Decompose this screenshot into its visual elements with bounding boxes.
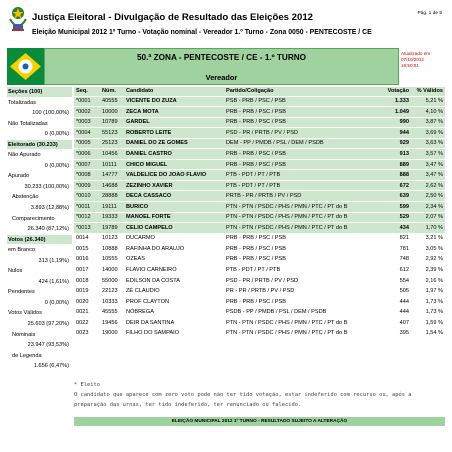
cell-seq: *0009 (74, 180, 100, 191)
cell-num: 14688 (100, 180, 124, 191)
cell-name: GARDEL (124, 117, 224, 128)
cell-pct: 2,34 % (411, 201, 445, 212)
note-line-1: O candidato que aparece com zero voto pode não ter tido votação, estar indeferido com recurso ou, após a (74, 392, 412, 398)
cell-votes: 529 (369, 212, 411, 223)
table-row (74, 107, 445, 118)
cell-pct: 3,57 % (411, 149, 445, 160)
cell-num: 19111 (100, 201, 124, 212)
cell-pct: 1,97 % (411, 286, 445, 297)
cell-pct: 5,21 % (411, 96, 445, 107)
cell-num: 14000 (100, 265, 124, 276)
cell-seq: *0011 (74, 201, 100, 212)
cell-pct: 1,73 % (411, 296, 445, 307)
table-row (74, 296, 445, 307)
zone-title: 50.ª ZONA - PENTECOSTE / CE - 1.º TURNO (136, 53, 307, 62)
cell-num: 10333 (100, 296, 124, 307)
cell-votes: 599 (369, 201, 411, 212)
cell-party: PRB - PRB / PSC / PSB (224, 149, 369, 160)
totalizadas-value: 100 (100,00%) (7, 108, 72, 119)
cell-seq: *0012 (74, 212, 100, 223)
cell-name: ZECA MOTA (124, 107, 224, 118)
cell-name: MANOEL FORTE (124, 212, 224, 223)
updated-label: Atualizado em (401, 51, 431, 56)
cell-name: FLAVIO CARNEIRO (124, 265, 224, 276)
table-row (74, 180, 445, 191)
cell-seq: *0010 (74, 191, 100, 202)
cell-seq: *0005 (74, 138, 100, 149)
cell-num: 45555 (100, 307, 124, 318)
cell-num: 55000 (100, 275, 124, 286)
cell-name: CELIO CAMPELO (124, 223, 224, 234)
col-header-candidate: Candidato (124, 87, 224, 96)
cell-pct: 2,62 % (411, 180, 445, 191)
banner-title-box (44, 48, 399, 85)
cell-pct: 3,87 % (411, 117, 445, 128)
cell-votes: 929 (369, 138, 411, 149)
cell-party: PRB - PRB / PSC / PSB (224, 296, 369, 307)
footer-banner: ELEIÇÃO MUNICIPAL 2012 1º TURNO - RESULTADO SUJEITO A ALTERAÇÃO (74, 417, 445, 426)
cell-pct: 2,16 % (411, 275, 445, 286)
pendentes-value: 0 (0,00%) (7, 298, 72, 309)
report-title: Justiça Eleitoral - Divulgação de Resultado das Eleições 2012 (32, 12, 313, 23)
cell-party: PSDB - PP / PMDB / PSL / DEM / PSDB (224, 307, 369, 318)
cell-party: PTN - PTN / PSDC / PHS / PMN / PTC / PT do B (224, 317, 369, 328)
table-row (74, 275, 445, 286)
apurado-label: Apurado (7, 171, 72, 182)
nao-totalizadas-label: Não Totalizadas (7, 119, 72, 130)
table-row (74, 138, 445, 149)
nulos-label: Nulos (7, 266, 72, 277)
cell-num: 10456 (100, 149, 124, 160)
table-row (74, 223, 445, 234)
apurado-value: 30.233 (100,00%) (7, 182, 72, 193)
cell-num: 10888 (100, 244, 124, 255)
update-info (399, 48, 445, 85)
legenda-label: de Legenda (7, 351, 72, 362)
cell-num: 10111 (100, 159, 124, 170)
updated-time: 19:50:01 (401, 63, 419, 68)
cell-party: PRB - PRB / PSC / PSB (224, 107, 369, 118)
nao-apurado-value: 0 (0,00%) (7, 161, 72, 172)
cell-seq: 0014 (74, 233, 100, 244)
cell-seq: *0006 (74, 149, 100, 160)
cell-seq: *0003 (74, 117, 100, 128)
cell-pct: 3,63 % (411, 138, 445, 149)
cell-pct: 2,07 % (411, 212, 445, 223)
cell-votes: 434 (369, 223, 411, 234)
cell-pct: 3,05 % (411, 244, 445, 255)
report-header (0, 0, 452, 44)
table-row (74, 328, 445, 339)
cell-name: FILHO DO SAMPAIO (124, 328, 224, 339)
cell-seq: *0001 (74, 96, 100, 107)
table-row (74, 265, 445, 276)
cell-name: EDILSON DA COSTA (124, 275, 224, 286)
cell-seq: 0017 (74, 265, 100, 276)
cell-num: 28888 (100, 191, 124, 202)
cell-votes: 444 (369, 296, 411, 307)
cell-party: PRB - PRB / PSC / PSB (224, 254, 369, 265)
col-header-seq: Seq. (74, 87, 100, 96)
table-row (74, 170, 445, 181)
cell-votes: 821 (369, 233, 411, 244)
cell-party: PTB - PDT / PT / PTB (224, 265, 369, 276)
cell-votes: 990 (369, 117, 411, 128)
results-table (74, 87, 445, 339)
cell-name: DEIR DA SANTINA (124, 317, 224, 328)
cell-seq: 0016 (74, 254, 100, 265)
cell-party: PTN - PTN / PSDC / PHS / PMN / PTC / PT do B (224, 212, 369, 223)
cell-seq: *0004 (74, 128, 100, 139)
cell-party: PR - PR / PRTB / PV / PSD (224, 286, 369, 297)
cell-party: PRB - PRB / PSC / PSB (224, 233, 369, 244)
cell-num: 10555 (100, 254, 124, 265)
cell-name: BURICO (124, 201, 224, 212)
cell-name: DANIEL DO ZE GOMES (124, 138, 224, 149)
cell-num: 14777 (100, 170, 124, 181)
cell-name: NÓBREGA (124, 307, 224, 318)
cell-name: DECA CASSACO (124, 191, 224, 202)
abstencao-label: Abstenção (7, 192, 72, 203)
table-row (74, 244, 445, 255)
cell-name: RAFINHA DO ARAUJO (124, 244, 224, 255)
table-row (74, 149, 445, 160)
cell-pct: 3,69 % (411, 128, 445, 139)
comparecimento-label: Comparecimento (7, 214, 72, 225)
abstencao-value: 3.893 (12,88%) (7, 203, 72, 214)
cell-pct: 4,10 % (411, 107, 445, 118)
table-row (74, 201, 445, 212)
cell-seq: *0013 (74, 223, 100, 234)
cell-seq: 0019 (74, 286, 100, 297)
cell-seq: 0021 (74, 307, 100, 318)
table-row (74, 212, 445, 223)
cell-votes: 505 (369, 286, 411, 297)
nao-totalizadas-value: 0 (0,00%) (7, 129, 72, 140)
cell-pct: 3,47 % (411, 170, 445, 181)
col-header-party: Partido/Coligação (224, 87, 369, 96)
nominais-value: 23.947 (93,53%) (7, 340, 72, 351)
cell-votes: 1.049 (369, 107, 411, 118)
cell-seq: 0020 (74, 296, 100, 307)
cell-num: 40555 (100, 96, 124, 107)
cell-name: ZEZINHO XAVIER (124, 180, 224, 191)
note-line-2: preparação das urnas, ter tido indeferido, ter renunciado ou falecido. (74, 402, 302, 408)
cell-num: 10123 (100, 233, 124, 244)
cell-pct: 2,50 % (411, 191, 445, 202)
cell-seq: *0002 (74, 107, 100, 118)
cell-votes: 944 (369, 128, 411, 139)
cell-num: 10789 (100, 117, 124, 128)
cell-seq: *0007 (74, 159, 100, 170)
branco-label: em Branco (7, 245, 72, 256)
col-header-votes: Votação (369, 87, 411, 96)
cell-votes: 639 (369, 191, 411, 202)
secoes-header: Seções (100) (7, 87, 72, 98)
cell-party: DEM - PP / PMDB / PSL / DEM / PSDB (224, 138, 369, 149)
cell-party: PRTB - PR / PRTB / PV / PSD (224, 191, 369, 202)
cell-name: VALDELICE DO JOAO FLAVIO (124, 170, 224, 181)
branco-value: 313 (1,19%) (7, 256, 72, 267)
cell-num: 22123 (100, 286, 124, 297)
legenda-value: 1.656 (6,47%) (7, 361, 72, 372)
cell-votes: 444 (369, 307, 411, 318)
table-row (74, 128, 445, 139)
cell-votes: 748 (369, 254, 411, 265)
nulos-value: 424 (1,61%) (7, 277, 72, 288)
cell-votes: 407 (369, 317, 411, 328)
cell-num: 19789 (100, 223, 124, 234)
cell-num: 25123 (100, 138, 124, 149)
cell-name: VICENTE DO ZUZA (124, 96, 224, 107)
cell-party: PTB - PDT / PT / PTB (224, 180, 369, 191)
eleitorado-header: Eleitorado (30.233) (7, 140, 72, 151)
table-row (74, 191, 445, 202)
cell-party: PRB - PRB / PSC / PSB (224, 117, 369, 128)
table-row (74, 254, 445, 265)
cell-party: PTN - PTN / PSDC / PHS / PMN / PTC / PT do B (224, 201, 369, 212)
cell-num: 19000 (100, 328, 124, 339)
cell-votes: 672 (369, 180, 411, 191)
table-row (74, 117, 445, 128)
cell-num: 19456 (100, 317, 124, 328)
cell-pct: 3,47 % (411, 159, 445, 170)
cell-seq: 0023 (74, 328, 100, 339)
cell-votes: 1.333 (369, 96, 411, 107)
cell-votes: 781 (369, 244, 411, 255)
cell-party: PTN - PTN / PSDC / PHS / PMN / PTC / PT do B (224, 223, 369, 234)
cell-party: PRB - PRB / PSC / PSB (224, 159, 369, 170)
note-elected: * Eleito (74, 382, 100, 388)
cell-name: ZÉ CLAUDIO (124, 286, 224, 297)
cell-name: ROBERTO LEITE (124, 128, 224, 139)
cell-votes: 395 (369, 328, 411, 339)
votos-header: Votos (26.340) (7, 235, 72, 246)
ceara-flag-icon (7, 48, 44, 85)
cell-num: 19333 (100, 212, 124, 223)
cell-pct: 1,73 % (411, 307, 445, 318)
zone-banner (7, 48, 445, 85)
cell-num: 10000 (100, 107, 124, 118)
table-row (74, 159, 445, 170)
cell-pct: 2,39 % (411, 265, 445, 276)
cell-party: PSD - PR / PRTB / PV / PSD (224, 128, 369, 139)
cell-votes: 889 (369, 159, 411, 170)
col-header-num: Núm. (100, 87, 124, 96)
cell-seq: 0015 (74, 244, 100, 255)
table-header-row (74, 87, 445, 96)
cell-pct: 1,59 % (411, 317, 445, 328)
cell-votes: 913 (369, 149, 411, 160)
updated-date: 07/10/2012 (401, 57, 424, 62)
totalizadas-label: Totalizadas (7, 98, 72, 109)
cell-name: DUCARMO (124, 233, 224, 244)
validos-value: 25.603 (97,20%) (7, 319, 72, 330)
cell-votes: 612 (369, 265, 411, 276)
table-row (74, 307, 445, 318)
cell-party: PSB - PRB / PSC / PSB (224, 96, 369, 107)
office-title: Vereador (205, 73, 238, 82)
cell-party: PSD - PR / PRTB / PV / PSD (224, 275, 369, 286)
cell-pct: 3,21 % (411, 233, 445, 244)
cell-num: 55123 (100, 128, 124, 139)
col-header-pct: % Válidos (411, 87, 445, 96)
pendentes-label: Pendentes (7, 287, 72, 298)
comparecimento-value: 26.340 (87,12%) (7, 224, 72, 235)
table-row (74, 317, 445, 328)
cell-pct: 1,54 % (411, 328, 445, 339)
cell-name: DANIEL CASTRO (124, 149, 224, 160)
table-row (74, 286, 445, 297)
cell-seq: *0008 (74, 170, 100, 181)
nao-apurado-label: Não Apurado (7, 150, 72, 161)
cell-party: PRB - PRB / PSC / PSB (224, 244, 369, 255)
cell-party: PTB - PDT / PT / PTB (224, 170, 369, 181)
cell-seq: 0018 (74, 275, 100, 286)
nominais-label: Nominais (7, 330, 72, 341)
summary-panel (7, 87, 72, 372)
cell-name: PROF CLAYTON (124, 296, 224, 307)
page-number: Pág. 1 de 5 (417, 11, 442, 16)
coat-of-arms-icon (6, 5, 30, 33)
table-row (74, 233, 445, 244)
notes (74, 380, 445, 410)
cell-name: OZEAS (124, 254, 224, 265)
validos-label: Votos Válidos (7, 308, 72, 319)
cell-name: CHICO MIGUEL (124, 159, 224, 170)
cell-seq: 0022 (74, 317, 100, 328)
report-subtitle: Eleição Municipal 2012 1º Turno - Votação nominal - Vereador 1.º Turno - Zona 0050 - PENTECOSTE / CE (32, 29, 372, 36)
cell-pct: 2,92 % (411, 254, 445, 265)
cell-pct: 1,70 % (411, 223, 445, 234)
cell-votes: 888 (369, 170, 411, 181)
table-row (74, 96, 445, 107)
cell-votes: 554 (369, 275, 411, 286)
cell-party: PTN - PTN / PSDC / PHS / PMN / PTC / PT do B (224, 328, 369, 339)
